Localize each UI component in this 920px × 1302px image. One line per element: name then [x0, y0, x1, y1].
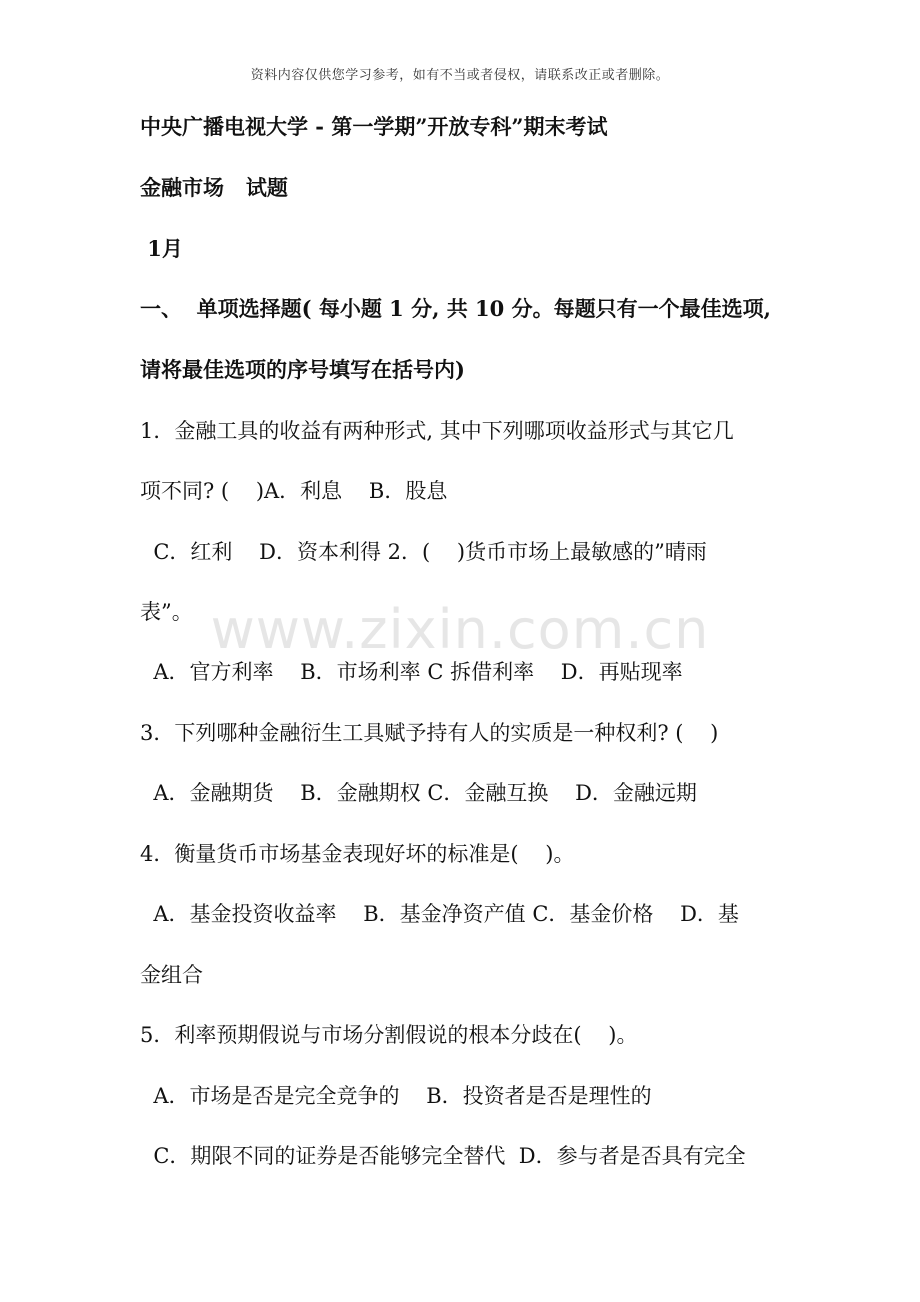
question-1-stem: 1．金融工具的收益有两种形式, 其中下列哪项收益形式与其它几	[140, 419, 734, 443]
question-5-options-c-d: C．期限不同的证券是否能够完全替代 D．参与者是否具有完全	[140, 1144, 746, 1168]
question-1-options-a-b: 项不同? ( )A．利息 B．股息	[140, 479, 448, 503]
question-1-options-c-d-question-2: C．红利 D．资本利得 2．( )货币市场上最敏感的”晴雨	[140, 540, 707, 564]
disclaimer-text: 资料内容仅供您学习参考，如有不当或者侵权，请联系改正或者删除。	[250, 68, 670, 83]
exam-subject: 金融市场 试题	[140, 175, 288, 200]
question-2-stem-end: 表”。	[140, 600, 193, 624]
question-4-options: A．基金投资收益率 B．基金净资产值 C．基金价格 D．基	[140, 902, 739, 926]
question-2-options: A．官方利率 B．市场利率 C 拆借利率 D．再贴现率	[140, 660, 683, 684]
question-4-options-end: 金组合	[140, 963, 203, 987]
question-3-options: A．金融期货 B．金融期权 C．金融互换 D．金融远期	[140, 781, 697, 805]
section-instruction: 请将最佳选项的序号填写在括号内)	[140, 357, 465, 382]
exam-title: 中央广播电视大学 - 第一学期”开放专科”期末考试	[140, 114, 608, 139]
question-5-stem: 5．利率预期假说与市场分割假说的根本分歧在( )。	[140, 1023, 638, 1047]
watermark: www.zixin.com.cn	[210, 598, 710, 661]
question-3-stem: 3．下列哪种金融衍生工具赋予持有人的实质是一种权利? ( )	[140, 721, 719, 745]
question-4-stem: 4．衡量货币市场基金表现好坏的标准是( )。	[140, 842, 575, 866]
question-5-options-a-b: A．市场是否是完全竞争的 B．投资者是否是理性的	[140, 1084, 652, 1108]
exam-date: 1月	[140, 236, 183, 261]
section-heading: 一、 单项选择题( 每小题 1 分, 共 10 分。每题只有一个最佳选项,	[140, 296, 771, 321]
